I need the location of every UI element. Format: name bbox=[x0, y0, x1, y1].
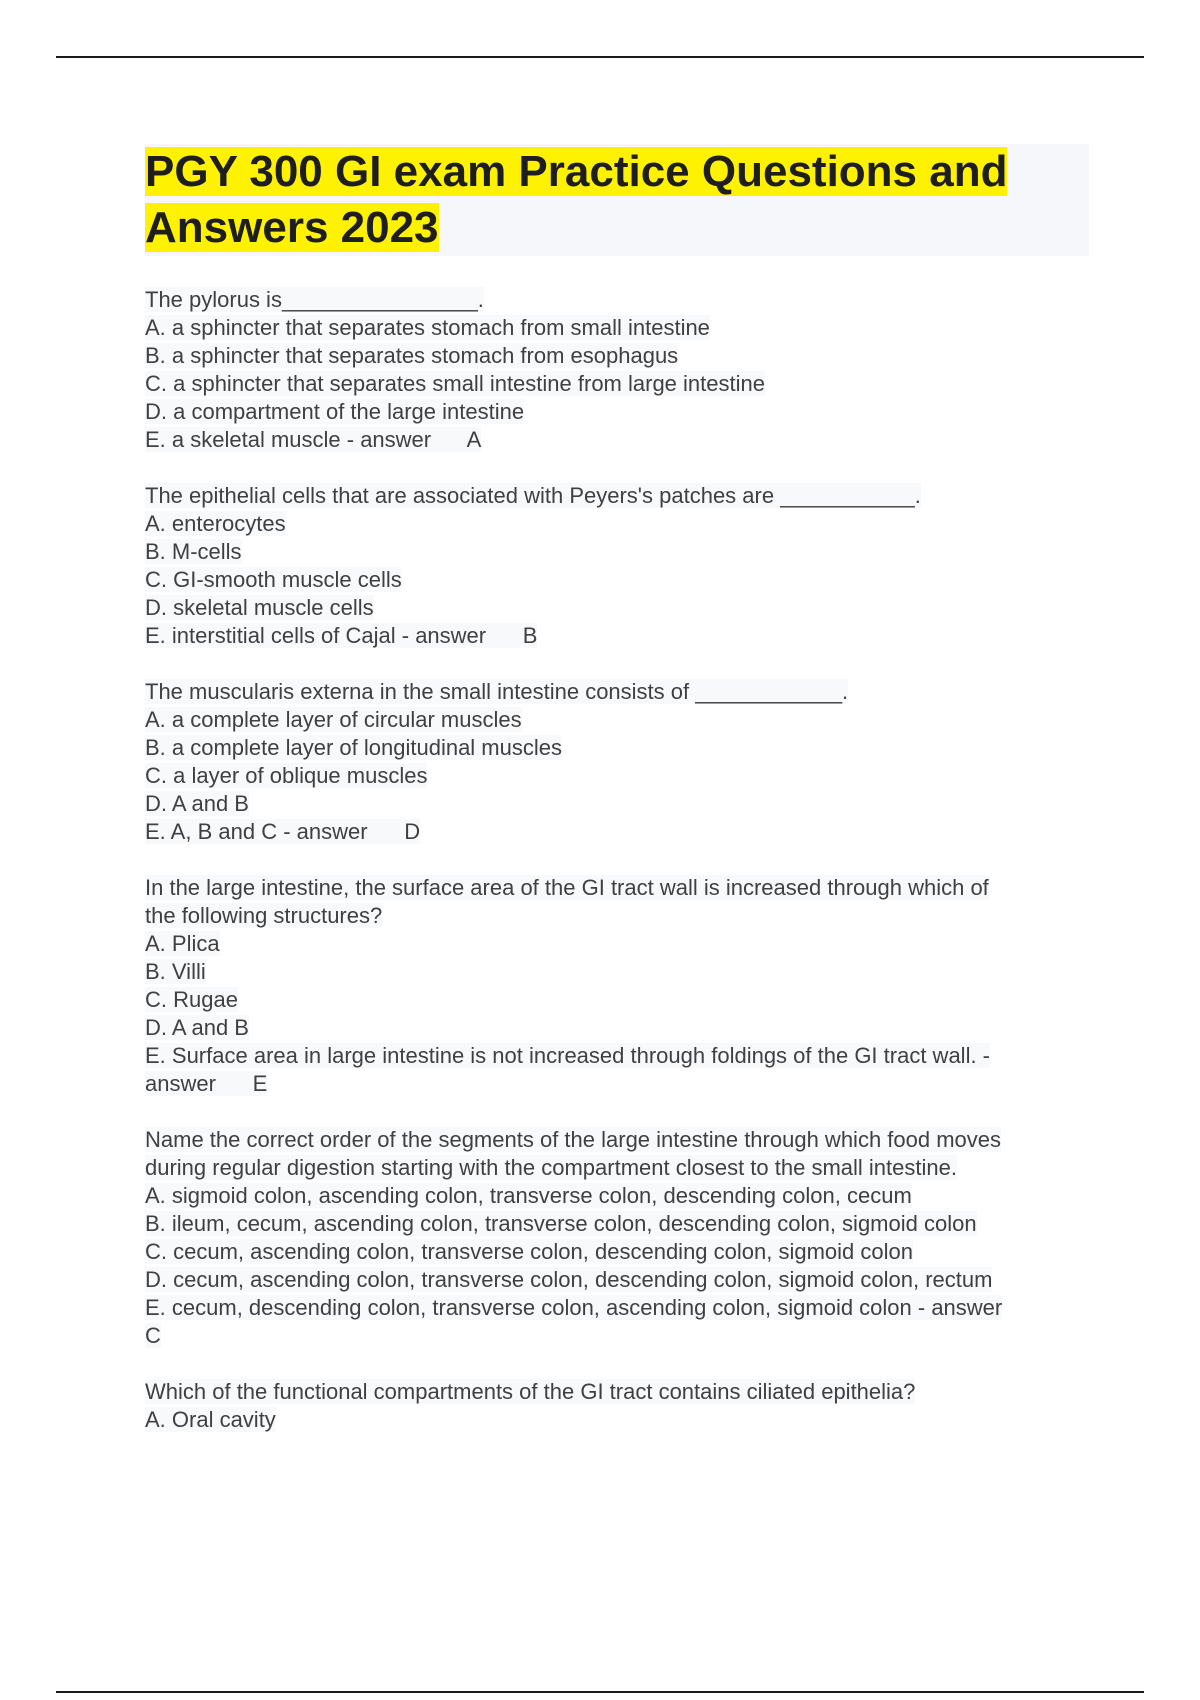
line-text: The pylorus is________________. bbox=[145, 287, 484, 312]
question-block bbox=[145, 482, 1089, 650]
line-text: C. a layer of oblique muscles bbox=[145, 763, 428, 788]
question-line bbox=[145, 706, 1089, 734]
document-body bbox=[145, 144, 1089, 1462]
question-line bbox=[145, 1406, 1089, 1434]
line-text: A. enterocytes bbox=[145, 511, 286, 536]
line-text: D. a compartment of the large intestine bbox=[145, 399, 525, 424]
line-text: A. sigmoid colon, ascending colon, transverse colon, descending colon, cecum bbox=[145, 1183, 912, 1208]
line-text: B. Villi bbox=[145, 959, 206, 984]
line-text: D. skeletal muscle cells bbox=[145, 595, 374, 620]
question-line bbox=[145, 930, 1089, 958]
document-title bbox=[145, 144, 1089, 256]
line-text: B. a sphincter that separates stomach from esophagus bbox=[145, 343, 679, 368]
line-text: The epithelial cells that are associated with Peyers's patches are ___________. bbox=[145, 483, 921, 508]
question-line bbox=[145, 1266, 1089, 1294]
question-line bbox=[145, 1042, 1089, 1070]
line-text: In the large intestine, the surface area of the GI tract wall is increased through which of bbox=[145, 875, 989, 900]
bottom-rule bbox=[56, 1691, 1144, 1693]
line-text: B. a complete layer of longitudinal muscles bbox=[145, 735, 562, 760]
line-text: C bbox=[145, 1323, 161, 1348]
question-line bbox=[145, 370, 1089, 398]
line-text: C. GI-smooth muscle cells bbox=[145, 567, 402, 592]
line-text: C. Rugae bbox=[145, 987, 238, 1012]
line-text: C. cecum, ascending colon, transverse colon, descending colon, sigmoid colon bbox=[145, 1239, 913, 1264]
question-line bbox=[145, 958, 1089, 986]
question-text bbox=[145, 678, 1089, 706]
question-line bbox=[145, 1014, 1089, 1042]
question-line bbox=[145, 594, 1089, 622]
question-line bbox=[145, 622, 1089, 650]
line-text: D. A and B bbox=[145, 1015, 249, 1040]
question-line bbox=[145, 734, 1089, 762]
question-line bbox=[145, 1070, 1089, 1098]
question-line bbox=[145, 1154, 1089, 1182]
line-text: A. a sphincter that separates stomach from small intestine bbox=[145, 315, 710, 340]
question-line bbox=[145, 1322, 1089, 1350]
line-text: D. cecum, ascending colon, transverse colon, descending colon, sigmoid colon, rectum bbox=[145, 1267, 993, 1292]
question-line bbox=[145, 342, 1089, 370]
question-line bbox=[145, 398, 1089, 426]
question-line bbox=[145, 902, 1089, 930]
question-line bbox=[145, 1182, 1089, 1210]
question-block bbox=[145, 678, 1089, 846]
line-text: E. cecum, descending colon, transverse colon, ascending colon, sigmoid colon - answer bbox=[145, 1295, 1003, 1320]
question-line bbox=[145, 790, 1089, 818]
title-highlight: PGY 300 GI exam Practice Questions and Answers 2023 bbox=[145, 147, 1008, 252]
line-text: E. a skeletal muscle - answer A bbox=[145, 427, 482, 452]
line-text: Which of the functional compartments of the GI tract contains ciliated epithelia? bbox=[145, 1379, 916, 1404]
question-text bbox=[145, 1378, 1089, 1406]
question-line bbox=[145, 426, 1089, 454]
line-text: B. M-cells bbox=[145, 539, 242, 564]
line-text: A. a complete layer of circular muscles bbox=[145, 707, 522, 732]
question-line bbox=[145, 538, 1089, 566]
line-text: the following structures? bbox=[145, 903, 383, 928]
line-text: during regular digestion starting with the compartment closest to the small intestine. bbox=[145, 1155, 957, 1180]
title-block bbox=[145, 144, 1089, 256]
question-text bbox=[145, 874, 1089, 902]
question-line bbox=[145, 510, 1089, 538]
question-line bbox=[145, 1238, 1089, 1266]
line-text: E. Surface area in large intestine is not increased through foldings of the GI tract wall. - bbox=[145, 1043, 991, 1068]
line-text: A. Oral cavity bbox=[145, 1407, 276, 1432]
line-text: B. ileum, cecum, ascending colon, transverse colon, descending colon, sigmoid colon bbox=[145, 1211, 977, 1236]
line-text: C. a sphincter that separates small intestine from large intestine bbox=[145, 371, 765, 396]
question-block bbox=[145, 1126, 1089, 1350]
top-rule bbox=[56, 56, 1144, 58]
question-block bbox=[145, 1378, 1089, 1434]
line-text: The muscularis externa in the small intestine consists of ____________. bbox=[145, 679, 849, 704]
question-line bbox=[145, 314, 1089, 342]
question-text bbox=[145, 1126, 1089, 1154]
question-line bbox=[145, 1294, 1089, 1322]
question-line bbox=[145, 818, 1089, 846]
question-text bbox=[145, 482, 1089, 510]
question-line bbox=[145, 566, 1089, 594]
question-line bbox=[145, 1210, 1089, 1238]
line-text: E. A, B and C - answer D bbox=[145, 819, 421, 844]
question-block bbox=[145, 286, 1089, 454]
line-text: Name the correct order of the segments of the large intestine through which food moves bbox=[145, 1127, 1002, 1152]
line-text: D. A and B bbox=[145, 791, 249, 816]
line-text: A. Plica bbox=[145, 931, 220, 956]
line-text: E. interstitial cells of Cajal - answer B bbox=[145, 623, 538, 648]
question-block bbox=[145, 874, 1089, 1098]
question-list bbox=[145, 286, 1089, 1434]
line-text: answer E bbox=[145, 1071, 268, 1096]
question-text bbox=[145, 286, 1089, 314]
question-line bbox=[145, 986, 1089, 1014]
question-line bbox=[145, 762, 1089, 790]
